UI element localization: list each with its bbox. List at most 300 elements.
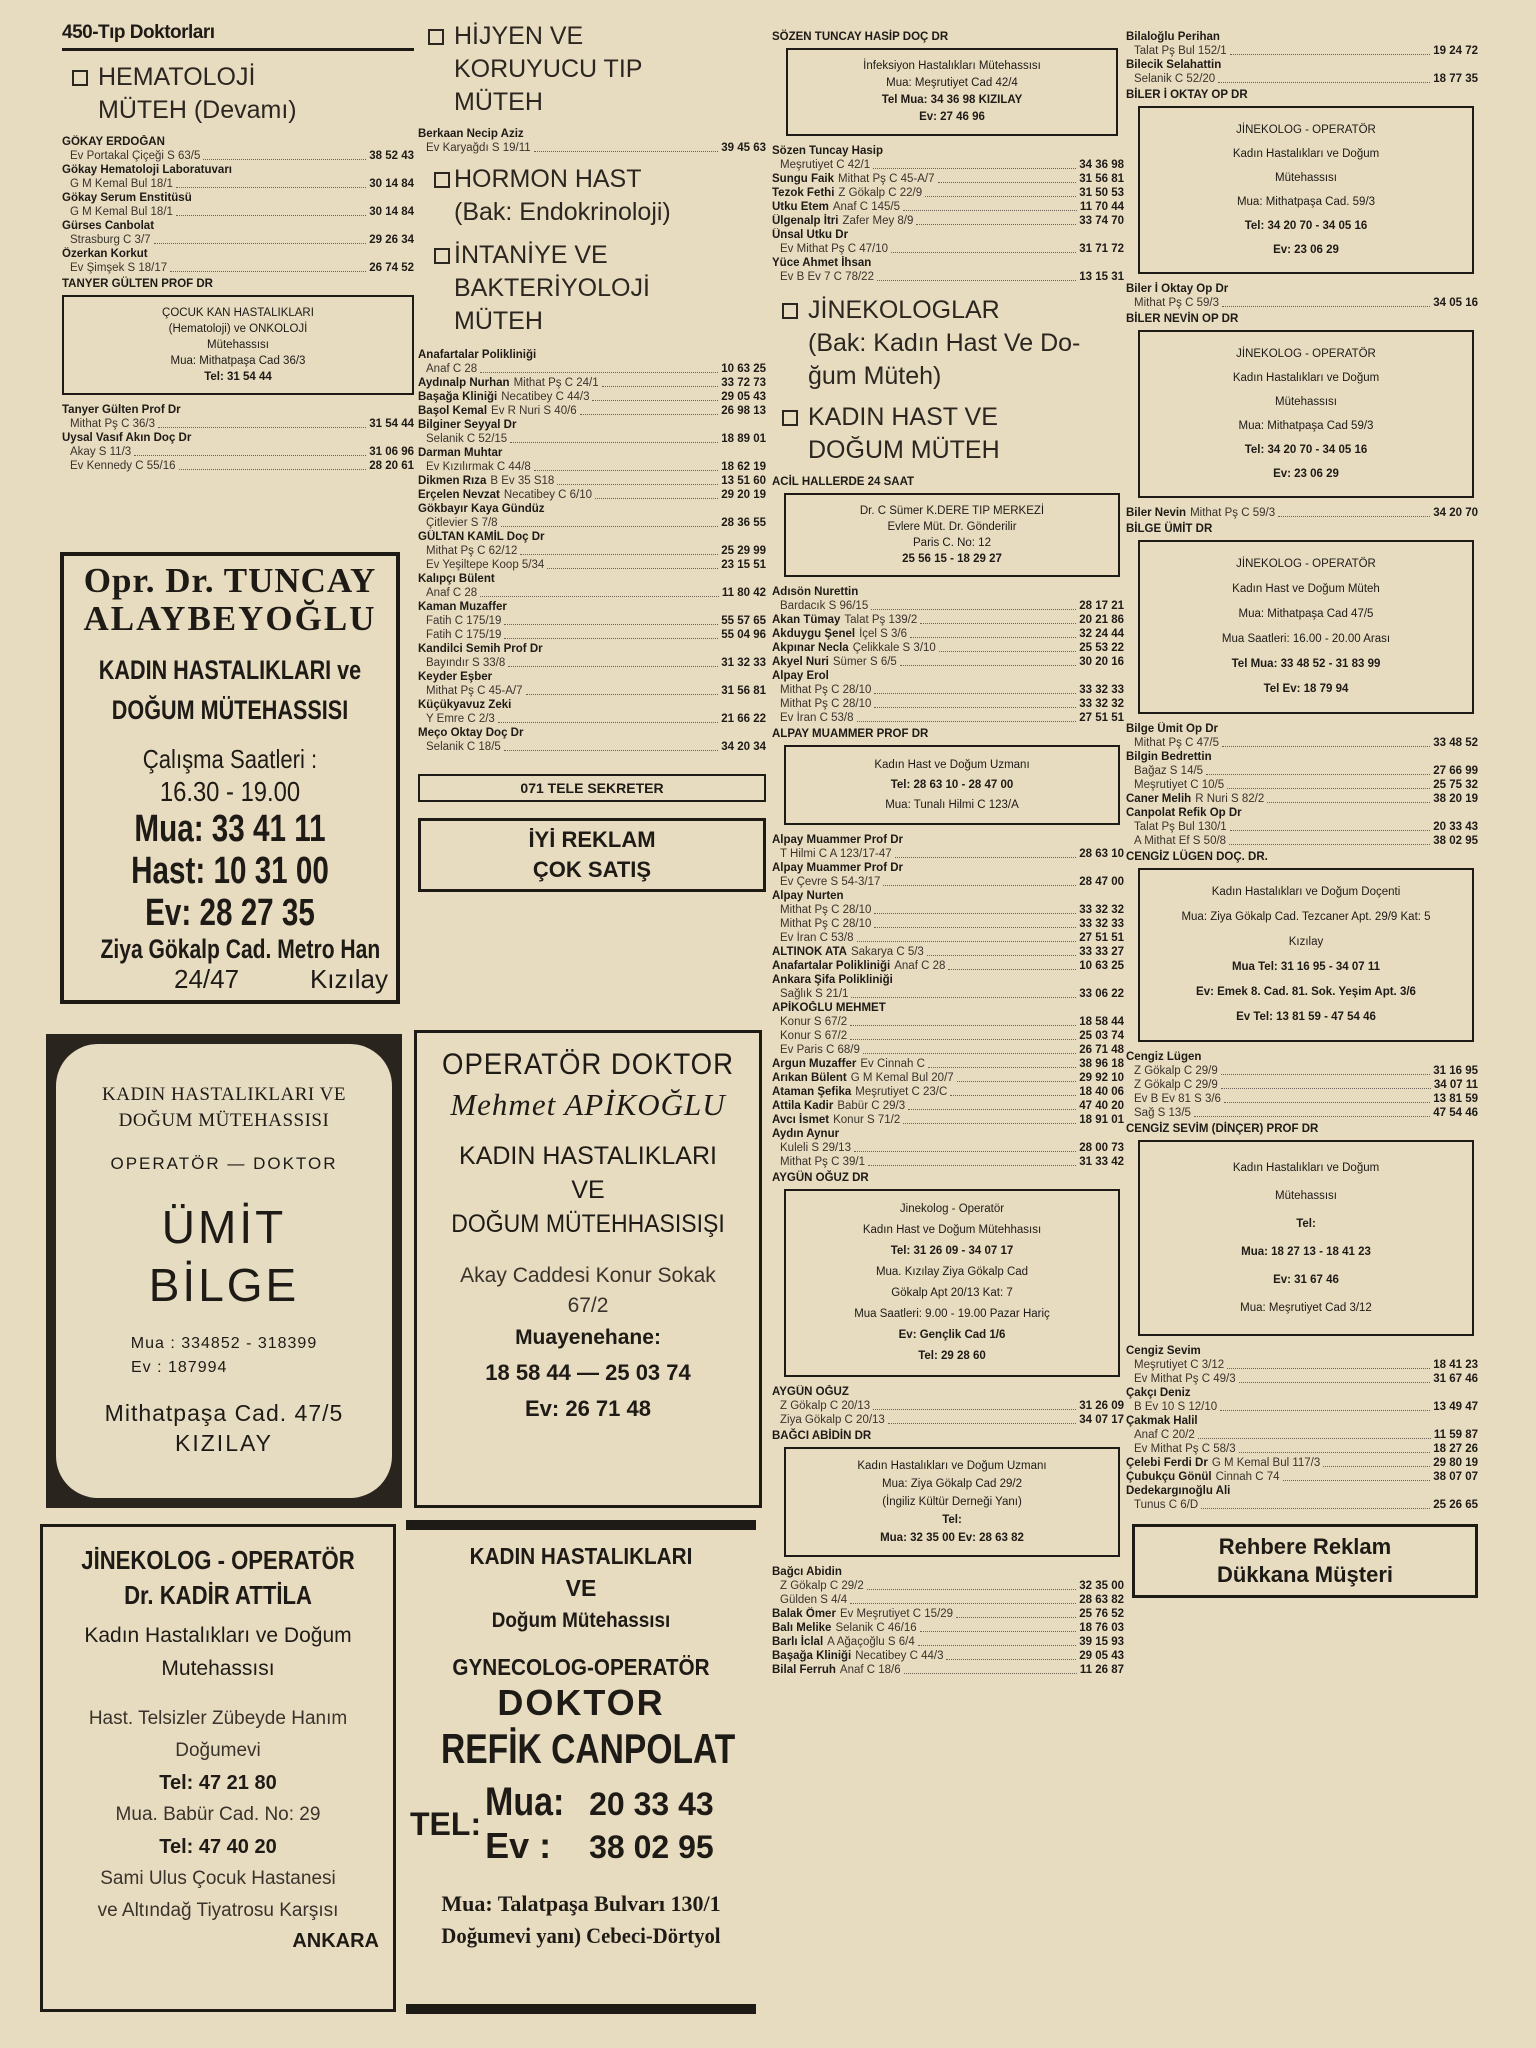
ad-line: DOĞUM MÜTEHASSISI: [111, 695, 349, 725]
listing-row: [772, 1385, 1124, 1399]
leader-dots: [874, 697, 1076, 708]
listing-row: [62, 163, 414, 177]
listing-name: GÖKAY ERDOĞAN: [62, 136, 165, 148]
ad-line: Kadın Hastalıkları ve Doğum: [84, 1624, 352, 1647]
listing-name: Ev Mithat Pş C 49/3: [1134, 1373, 1236, 1385]
listing-name: Anafartalar Polikliniği: [418, 349, 537, 361]
listing-group: [418, 127, 766, 155]
listing-name: Gürses Canbolat: [62, 220, 155, 232]
listing-row: [418, 740, 766, 754]
leader-dots: [1229, 834, 1430, 845]
listing-row: [1126, 750, 1478, 764]
listing-row: [418, 127, 766, 141]
listing-row: [1126, 820, 1478, 834]
ad-line: Çalışma Saatleri :: [142, 744, 318, 774]
leader-dots: [526, 684, 719, 695]
listing-row: [772, 959, 1124, 973]
leader-dots: [480, 586, 719, 597]
info-line: ÇOCUK KAN HASTALIKLARI: [162, 307, 314, 319]
listing-name: Mithat Pş C 59/3: [1134, 297, 1220, 309]
tele-sekreter: 071 TELE SEKRETER: [418, 774, 766, 802]
listing-row: [418, 698, 766, 712]
listing-row: [772, 144, 1124, 158]
box-title: AYGÜN OĞUZ DR: [772, 1172, 869, 1184]
listing-phone: 18 58 44: [1079, 1016, 1124, 1028]
listing-address: A Ağaçoğlu S 6/4: [827, 1636, 915, 1648]
listing-row: [772, 585, 1124, 599]
listing-row: [772, 1071, 1124, 1085]
leader-dots: [595, 488, 718, 499]
listing-row: [1126, 1092, 1478, 1106]
checkbox-icon: [428, 29, 444, 45]
listing-row: [1126, 1050, 1478, 1064]
info-line: Tel:: [942, 1514, 962, 1526]
listing-name: Mithat Pş C 47/5: [1134, 737, 1220, 749]
listing-phone: 18 41 23: [1433, 1359, 1478, 1371]
listing-name: Selanik C 52/20: [1134, 73, 1216, 85]
info-line: Mütehassısı: [207, 339, 269, 351]
checkbox-icon: [434, 248, 450, 264]
listing-name: APİKOĞLU MEHMET: [772, 1002, 886, 1014]
ad-line: KIZILAY: [175, 1430, 273, 1456]
listing-name: Ziya Gökalp C 20/13: [780, 1414, 885, 1426]
listing-name: Keyder Eşber: [418, 671, 493, 683]
listing-phone: 13 15 31: [1079, 271, 1124, 283]
leader-dots: [874, 683, 1076, 694]
listing-phone: 18 76 03: [1079, 1622, 1124, 1634]
listing-name: Akyel Nuri: [772, 656, 829, 668]
listing-phone: 28 63 82: [1079, 1594, 1124, 1606]
ad-line: Dr. KADİR ATTİLA: [124, 1580, 312, 1610]
listing-name: Alpay Nurten: [772, 890, 844, 902]
listing-name: Aydınalp Nurhan: [418, 377, 510, 389]
listing-name: Caner Melih: [1126, 793, 1192, 805]
ad-line: Mua : 334852 - 318399: [130, 1335, 318, 1352]
info-line: Mua: Mithatpaşa Cad 47/5: [1238, 608, 1374, 620]
listing-row: [772, 1141, 1124, 1155]
listing-phone: 55 57 65: [721, 615, 766, 627]
info-line: (Hematoloji) ve ONKOLOJİ: [168, 323, 308, 335]
listing-row: [772, 1113, 1124, 1127]
phone-row: Ev : 38 02 95: [485, 1825, 714, 1866]
info-line: Ev: Gençlik Cad 1/6: [898, 1329, 1006, 1341]
info-line: Mua: 32 35 00 Ev: 28 63 82: [880, 1532, 1024, 1544]
info-line: Ev: 27 46 96: [919, 111, 985, 123]
listing-row: [62, 403, 414, 417]
listing-row: [62, 191, 414, 205]
listing-name: Meço Oktay Doç Dr: [418, 727, 524, 739]
listing-group: [772, 585, 1124, 725]
listing-name: Ev Kennedy C 55/16: [70, 460, 176, 472]
listing-address: Anaf C 18/6: [839, 1664, 901, 1676]
ad-line: 67/2: [567, 1294, 609, 1317]
listing-name: Z Gökalp C 29/2: [780, 1580, 864, 1592]
info-line: Kızılay: [1288, 936, 1324, 948]
listing-row: [772, 200, 1124, 214]
listing-address: R Nuri S 82/2: [1195, 793, 1265, 805]
listing-name: Bilge Ümit Op Dr: [1126, 723, 1219, 735]
listing-name: Ev B Ev 7 C 78/22: [780, 271, 874, 283]
listing-row: [772, 158, 1124, 172]
listing-row: [772, 1085, 1124, 1099]
listing-phone: 11 70 44: [1079, 201, 1124, 213]
listing-phone: 29 05 43: [1079, 1650, 1124, 1662]
listing-name: Ev Karyağdı S 19/11: [426, 142, 531, 154]
ad-line: DOKTOR: [497, 1682, 665, 1723]
listing-group: [1126, 722, 1478, 848]
listing-name: Mithat Pş C 36/3: [70, 418, 156, 430]
listing-name: Bilecik Selahattin: [1126, 59, 1222, 71]
ad-line: Doğumevi yanı) Cebeci-Dörtyol: [441, 1923, 721, 1948]
ad-line: Mehmet APİKOĞLU: [450, 1087, 726, 1122]
listing-name: Z Gökalp C 29/9: [1134, 1065, 1218, 1077]
leader-dots: [1206, 764, 1430, 775]
leader-dots: [176, 177, 366, 188]
listing-name: ALTINOK ATA: [772, 946, 847, 958]
listing-name: Barlı İclal: [772, 1636, 824, 1648]
listing-name: Anafartalar Polikliniği: [772, 960, 891, 972]
ad-line: KADIN HASTALIKLARI: [469, 1543, 693, 1569]
info-line: Ev: Emek 8. Cad. 81. Sok. Yeşim Apt. 3/6: [1196, 986, 1416, 998]
reklam-line: İYİ REKLAM: [528, 827, 656, 852]
info-line: Mua: Mithatpaşa Cad 36/3: [170, 355, 306, 367]
ad-line: Kızılay: [309, 964, 388, 994]
listing-row: [1126, 764, 1478, 778]
leader-dots: [1323, 1456, 1430, 1467]
info-box-sozen: [786, 48, 1118, 136]
listing-group: [1126, 1050, 1478, 1120]
ad-line: Mithatpaşa Cad. 47/5: [104, 1400, 344, 1426]
info-line: Mua Saatleri: 16.00 - 20.00 Arası: [1221, 633, 1391, 645]
listing-address: Çelikkale S 3/10: [852, 642, 936, 654]
listing-name: Erçelen Nevzat: [418, 489, 500, 501]
listing-group: [62, 403, 414, 473]
listing-name: Tanyer Gülten Prof Dr: [62, 404, 181, 416]
listing-name: Talat Pş Bul 130/1: [1134, 821, 1227, 833]
listing-row: [1126, 1414, 1478, 1428]
listing-row: [62, 417, 414, 431]
listing-row: [772, 1663, 1124, 1677]
listing-name: Özerkan Korkut: [62, 248, 148, 260]
info-line: Kadın Hastalıkları ve Doğum: [1232, 372, 1380, 384]
listing-name: Mithat Pş C 28/10: [780, 918, 872, 930]
info-line: Tel: 31 26 09 - 34 07 17: [890, 1245, 1014, 1257]
listing-name: Bilgin Bedrettin: [1126, 751, 1212, 763]
listing-phone: 26 74 52: [369, 262, 414, 274]
listing-name: Aydın Aynur: [772, 1128, 840, 1140]
ad-line: Hast. Telsizler Zübeyde Hanım: [88, 1708, 348, 1729]
leader-dots: [850, 1029, 1076, 1040]
listing-name: Alpay Muammer Prof Dr: [772, 834, 904, 846]
listing-phone: 30 20 16: [1079, 656, 1124, 668]
phone-row: Mua: 20 33 43: [485, 1780, 714, 1824]
box-title: BİLGE ÜMİT DR: [1126, 523, 1213, 535]
checkbox-icon: [782, 303, 798, 319]
listing-phone: 33 32 33: [1079, 684, 1124, 696]
listing-name: Kandilci Semih Prof Dr: [418, 643, 543, 655]
ad-line: Ev : 187994: [131, 1359, 228, 1376]
listing-name: Sağ S 13/5: [1134, 1107, 1191, 1119]
info-box-sevim: [1138, 1140, 1474, 1336]
listing-phone: 18 77 35: [1433, 73, 1478, 85]
listing-row: [1126, 1064, 1478, 1078]
leader-dots: [134, 445, 366, 456]
listing-address: Konur S 71/2: [833, 1114, 901, 1126]
listing-row: [418, 390, 766, 404]
listing-row: [772, 847, 1124, 861]
listing-phone: 31 71 72: [1079, 243, 1124, 255]
listing-address: Zafer Mey 8/9: [842, 215, 914, 227]
listing-row: [772, 1043, 1124, 1057]
listing-name: Alpay Muammer Prof Dr: [772, 862, 904, 874]
ad-line: DOĞUM MÜTEHHASISIŞI: [451, 1210, 725, 1238]
leader-dots: [1239, 1372, 1431, 1383]
listing-phone: 31 33 42: [1079, 1156, 1124, 1168]
section-heading-jinekologlar: JİNEKOLOGLAR (Bak: Kadın Hast Ve Do- ğum Müteh): [772, 294, 1124, 393]
info-line: Mütehassısı: [1275, 172, 1337, 184]
listing-name: B Ev 10 S 12/10: [1134, 1401, 1218, 1413]
leader-dots: [508, 656, 718, 667]
listing-phone: 25 29 99: [721, 545, 766, 557]
listing-phone: 20 21 86: [1079, 614, 1124, 626]
listing-address: Mithat Pş C 59/3: [1190, 507, 1276, 519]
listing-row: [772, 186, 1124, 200]
listing-phone: 13 51 60: [721, 475, 766, 487]
info-box-biler-oktay: [1138, 106, 1474, 274]
leader-dots: [534, 141, 719, 152]
page-title: 450-Tıp Doktorları: [62, 22, 414, 51]
listing-name: Anaf C 28: [426, 587, 478, 599]
listing-row: [1126, 1400, 1478, 1414]
listing-row: [62, 445, 414, 459]
ad-line: JİNEKOLOG - OPERATÖR: [81, 1545, 355, 1575]
leader-dots: [534, 460, 718, 471]
listing-row: [418, 684, 766, 698]
listing-phone: 25 26 65: [1433, 1499, 1478, 1511]
listing-row: [1126, 1442, 1478, 1456]
listing-row: [1126, 1498, 1478, 1512]
listing-name: Strasburg C 3/7: [70, 234, 151, 246]
listing-row: [772, 1579, 1124, 1593]
listing-row: [418, 432, 766, 446]
box-title: SÖZEN TUNCAY HASİP DOÇ DR: [772, 31, 949, 43]
ad-line: Doğum Mütehassısı: [491, 1609, 671, 1632]
leader-dots: [480, 362, 718, 373]
listing-row: [1126, 1470, 1478, 1484]
ad-tuncay-alaybeyoglu: [60, 552, 400, 1004]
listing-row: [1126, 72, 1478, 86]
info-line: Ev: 23 06 29: [1273, 468, 1339, 480]
info-line: Paris C. No: 12: [913, 537, 991, 549]
ad-line: Opr. Dr. TUNCAY: [83, 561, 377, 600]
listing-row: [772, 655, 1124, 669]
listing-row: [418, 656, 766, 670]
leader-dots: [1230, 44, 1431, 55]
listing-name: Meşrutiyet C 42/1: [780, 159, 871, 171]
info-line: Dr. C Sümer K.DERE TIP MERKEZİ: [859, 505, 1045, 517]
leader-dots: [904, 1663, 1077, 1674]
listing-address: Meşrutiyet C 23/C: [855, 1086, 948, 1098]
info-line: Kadın Hastalıkları ve Doğum Uzmanı: [857, 1460, 1047, 1472]
listing-row: [772, 270, 1124, 284]
listing-address: Babür C 29/3: [837, 1100, 906, 1112]
leader-dots: [920, 1621, 1077, 1632]
listing-phone: 28 17 21: [1079, 600, 1124, 612]
ad-line: VE: [565, 1575, 597, 1601]
listing-name: Fatih C 175/19: [426, 629, 502, 641]
listing-address: Anaf C 145/5: [832, 201, 901, 213]
listing-name: Başağa Kliniği: [772, 1650, 852, 1662]
listing-phone: 31 16 95: [1433, 1065, 1478, 1077]
ad-mehmet-apikoglu: [414, 1030, 762, 1508]
listing-name: Bilginer Seyyal Dr: [418, 419, 517, 431]
listing-row: [418, 530, 766, 544]
info-line: Mütehassısı: [1275, 396, 1337, 408]
listing-name: G M Kemal Bul 18/1: [70, 206, 173, 218]
listing-row: [772, 1607, 1124, 1621]
info-line: Jinekolog - Operatör: [899, 1203, 1005, 1215]
listing-row: [1126, 1106, 1478, 1120]
rehber-line: Dükkana Müşteri: [1216, 1562, 1394, 1587]
ad-line: Ev: 28 27 35: [145, 892, 315, 934]
listing-name: Talat Pş Bul 152/1: [1134, 45, 1227, 57]
ad-line: OPERATÖR — DOKTOR: [110, 1154, 338, 1173]
reklam-box: [418, 818, 766, 892]
listing-row: [418, 516, 766, 530]
listing-address: Ev R Nuri S 40/6: [491, 405, 577, 417]
listing-name: Meşrutiyet C 10/5: [1134, 779, 1225, 791]
listing-row: [418, 488, 766, 502]
listing-name: Ev İran C 53/8: [780, 712, 854, 724]
listing-name: Ataman Şefika: [772, 1086, 852, 1098]
listing-group: [418, 348, 766, 754]
listing-name: Çitlevier S 7/8: [426, 517, 498, 529]
listing-row: [772, 1029, 1124, 1043]
listing-row: [772, 1593, 1124, 1607]
listing-row: [62, 233, 414, 247]
info-line: Mua: Tunalı Hilmi C 123/A: [885, 799, 1019, 811]
listing-name: Ev İran C 53/8: [780, 932, 854, 944]
leader-dots: [1227, 1358, 1430, 1369]
leader-dots: [1283, 1470, 1431, 1481]
listing-address: G M Kemal Bul 20/7: [850, 1072, 954, 1084]
listing-row: [772, 683, 1124, 697]
listing-phone: 33 32 33: [1079, 918, 1124, 930]
listing-phone: 29 92 10: [1079, 1072, 1124, 1084]
ad-line: Sami Ulus Çocuk Hastanesi: [100, 1868, 336, 1889]
listing-name: Çubukçu Gönül: [1126, 1471, 1212, 1483]
listing-name: Yüce Ahmet İhsan: [772, 257, 872, 269]
leader-dots: [1239, 1442, 1431, 1453]
listing-name: A Mithat Ef S 50/8: [1134, 835, 1227, 847]
ad-kadir-attila: [40, 1524, 396, 2012]
leader-dots: [877, 270, 1076, 281]
listing-name: Akay S 11/3: [70, 446, 132, 458]
listing-phone: 39 15 93: [1079, 1636, 1124, 1648]
listing-phone: 10 63 25: [721, 363, 766, 375]
listing-group: [772, 833, 1124, 1169]
listing-row: [418, 614, 766, 628]
listing-row: [1126, 1456, 1478, 1470]
leader-dots: [547, 558, 718, 569]
listing-phone: 31 67 46: [1433, 1373, 1478, 1385]
listing-name: Alpay Erol: [772, 670, 829, 682]
listing-name: Başol Kemal: [418, 405, 488, 417]
listing-row: [62, 149, 414, 163]
ad-line: KADIN HASTALIKLARI: [459, 1142, 717, 1170]
listing-phone: 31 32 33: [721, 657, 766, 669]
listing-phone: 33 72 73: [721, 377, 766, 389]
listing-phone: 13 49 47: [1433, 1401, 1478, 1413]
listing-name: Z Gökalp C 29/9: [1134, 1079, 1218, 1091]
ad-line: VE: [571, 1176, 605, 1204]
info-line: Mua. Kızılay Ziya Gökalp Cad: [875, 1266, 1029, 1278]
leader-dots: [1227, 778, 1430, 789]
listing-row: [418, 586, 766, 600]
listing-phone: 47 40 20: [1079, 1100, 1124, 1112]
listing-name: Adısön Nurettin: [772, 586, 859, 598]
listing-phone: 11 26 87: [1079, 1664, 1124, 1676]
listing-row: [1126, 282, 1478, 296]
info-line: JİNEKOLOG - OPERATÖR: [1236, 348, 1376, 360]
listing-row: [1126, 30, 1478, 44]
leader-dots: [1224, 1092, 1430, 1103]
ad-line: Mua. Babür Cad. No: 29: [115, 1804, 321, 1825]
ad-line: Mutehassısı: [161, 1657, 275, 1680]
ad-line: 18 58 44 — 25 03 74: [485, 1360, 691, 1385]
ad-line: ve Altındağ Tiyatrosu Karşısı: [97, 1900, 339, 1921]
box-title: ACİL HALLERDE 24 SAAT: [772, 476, 915, 488]
listing-phone: 23 15 51: [721, 559, 766, 571]
leader-dots: [154, 233, 367, 244]
listing-name: Ev Yeşiltepe Koop 5/34: [426, 559, 545, 571]
info-line: Tel: 34 20 70 - 34 05 16: [1244, 444, 1368, 456]
listing-address: Ev Meşrutiyet C 15/29: [839, 1608, 954, 1620]
ad-line: BİLGE: [148, 1259, 300, 1311]
leader-dots: [1194, 1106, 1430, 1117]
section-heading-hematoloji: HEMATOLOJİ MÜTEH (Devamı): [62, 61, 414, 127]
listing-row: [772, 945, 1124, 959]
listing-row: [62, 135, 414, 149]
listing-row: [62, 205, 414, 219]
listing-phone: 28 47 00: [1079, 876, 1124, 888]
listing-phone: 18 62 19: [721, 461, 766, 473]
listing-address: Mithat Pş C 24/1: [513, 377, 599, 389]
listing-phone: 34 05 16: [1433, 297, 1478, 309]
listing-phone: 28 00 73: [1079, 1142, 1124, 1154]
listing-name: Kaman Muzaffer: [418, 601, 507, 613]
listing-row: [772, 1565, 1124, 1579]
listing-row: [772, 1155, 1124, 1169]
listing-phone: 33 33 27: [1079, 946, 1124, 958]
listing-row: [418, 642, 766, 656]
leader-dots: [1220, 1400, 1430, 1411]
listing-phone: 38 02 95: [1433, 835, 1478, 847]
info-line: Mua Saatleri: 9.00 - 19.00 Pazar Hariç: [854, 1308, 1050, 1320]
listing-phone: 18 40 06: [1079, 1086, 1124, 1098]
info-box-biler-nevin: [1138, 330, 1474, 498]
info-box-acil: [784, 493, 1120, 577]
leader-dots: [857, 711, 1077, 722]
listing-phone: 11 80 42: [721, 587, 766, 599]
leader-dots: [938, 172, 1077, 183]
listing-name: Ev Mithat Pş C 47/10: [780, 243, 889, 255]
phone-rows: [485, 1780, 714, 1868]
listing-name: Ünsal Utku Dr: [772, 229, 849, 241]
listing-name: Uysal Vasıf Akın Doç Dr: [62, 432, 192, 444]
listing-phone: 31 56 81: [1079, 173, 1124, 185]
listing-name: T Hilmi C A 123/17-47: [780, 848, 892, 860]
